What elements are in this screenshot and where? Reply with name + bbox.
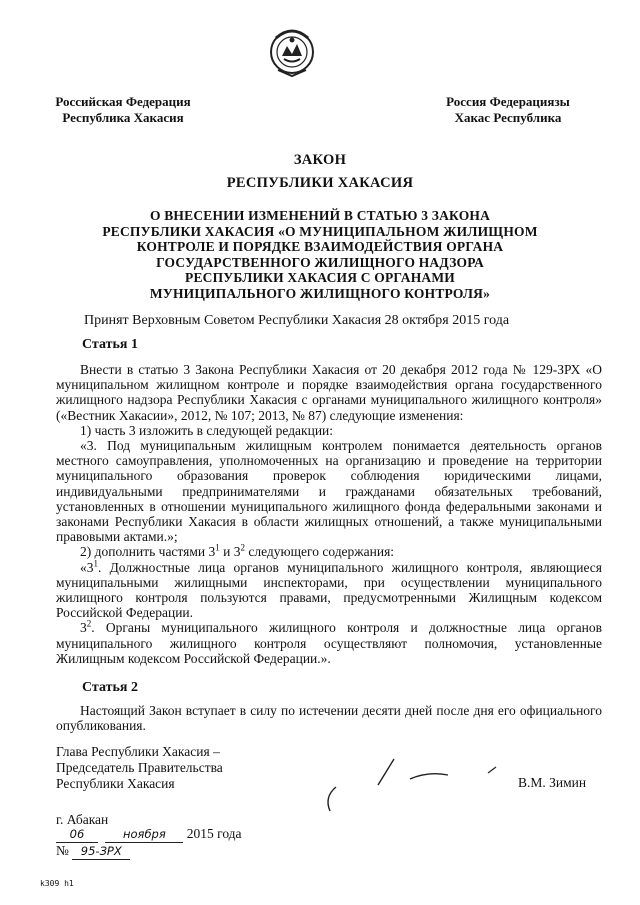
date-line	[56, 826, 242, 843]
header-left	[28, 94, 218, 126]
place: г. Абакан	[56, 812, 109, 827]
signatory-position-line-3: Республики Хакасия	[56, 776, 175, 791]
header-left-line-1: Российская Федерация	[55, 94, 191, 109]
handwritten-signature-icon	[318, 745, 518, 815]
header-right-line-2: Хакас Республика	[454, 110, 562, 125]
date-year: 2015 года	[186, 826, 242, 841]
law-title: ЗАКОН	[293, 152, 347, 168]
date-block	[56, 826, 242, 860]
law-number: 95-ЗРХ	[72, 843, 130, 860]
header-left-line-2: Республика Хакасия	[62, 110, 184, 125]
article-2-body	[56, 703, 602, 733]
article-1-intro: Внести в статью 3 Закона Республики Хакасия от 20 декабря 2012 года № 129-ЗРХ «О муниципальном жилищном контроле и порядке взаимодействия органа государственного жилищного надзора Республики Хакасия с органами муниципального жилищного контроля» («Вестник Хакасии», 2012, № 107; 2013, № 87) следующие изменения:	[56, 362, 602, 423]
signatory-position-line-1: Глава Республики Хакасия –	[56, 744, 220, 759]
article-1-body	[56, 362, 602, 666]
document-code: k309 h1	[40, 879, 74, 888]
subtitle-line-3: КОНТРОЛЕ И ПОРЯДКЕ ВЗАИМОДЕЙСТВИЯ ОРГАНА	[136, 239, 504, 255]
article-1-item-2: 2) дополнить частями $3^1$ и $3^2$ следующего содержания:	[80, 542, 395, 560]
article-1-item-1: 1) часть 3 изложить в следующей редакции:	[80, 422, 334, 438]
article-2-text: Настоящий Закон вступает в силу по истечении десяти дней после дня его официального опубликования.	[56, 703, 602, 734]
date-month: ноября	[105, 826, 183, 843]
subtitle-line-4: ГОСУДАРСТВЕННОГО ЖИЛИЩНОГО НАДЗОРА	[156, 254, 484, 270]
header-right-line-1: Россия Федерациязы	[446, 94, 570, 109]
article-1-quote-part-3: «3. Под муниципальным жилищным контролем понимается деятельность органов местного самоуправления, уполномоченных на организацию и проведение на территории муниципального образования проверок соблюдения юридическими лицами, индивидуальными предпринимателями и гражданами обязательных требований, установленных в отношении муниципального жилищного фонда федеральными законами и законами Республики Хакасия в области жилищных отношений, а также муниципальными правовыми актами.»;	[56, 438, 602, 545]
signatory-position	[56, 744, 223, 792]
signatory-position-line-2: Председатель Правительства	[56, 760, 223, 775]
header-right	[418, 94, 598, 126]
article-2-heading: Статья 2	[82, 680, 138, 695]
subtitle-line-6: МУНИЦИПАЛЬНОГО ЖИЛИЩНОГО КОНТРОЛЯ»	[149, 285, 491, 301]
signatory-name: В.М. Зимин	[518, 775, 587, 790]
date-day: 06	[56, 826, 98, 843]
article-1-part-3-1: «$3^1$. Должностные лица органов муниципального жилищного контроля, являющиеся муниципальными жилищными инспекторами, при осуществлении муниципального жилищного контроля пользуются правами, предусмотренными Жилищным кодексом Российской Федерации.	[56, 558, 602, 621]
law-number-prefix: №	[56, 843, 69, 858]
subtitle-line-2: РЕСПУБЛИКИ ХАКАСИЯ «О МУНИЦИПАЛЬНОМ ЖИЛИЩНОМ	[102, 223, 538, 239]
law-number-line	[56, 843, 242, 860]
adoption-line: Принят Верховным Советом Республики Хакасия 28 октября 2015 года	[84, 313, 510, 328]
law-title-republic: РЕСПУБЛИКИ ХАКАСИЯ	[226, 175, 414, 191]
subtitle-line-1: О ВНЕСЕНИИ ИЗМЕНЕНИЙ В СТАТЬЮ 3 ЗАКОНА	[149, 208, 491, 223]
subtitle-line-5: РЕСПУБЛИКИ ХАКАСИЯ С ОРГАНАМИ	[185, 270, 455, 286]
article-1-heading: Статья 1	[82, 337, 138, 352]
law-subtitle	[56, 208, 584, 302]
coat-of-arms-icon	[268, 26, 316, 78]
article-1-part-3-2: $3^2$. Органы муниципального жилищного контроля и должностные лица органов муниципального жилищного контроля осуществляют полномочия, установленные Жилищным кодексом Российской Федерации.».	[56, 618, 602, 666]
